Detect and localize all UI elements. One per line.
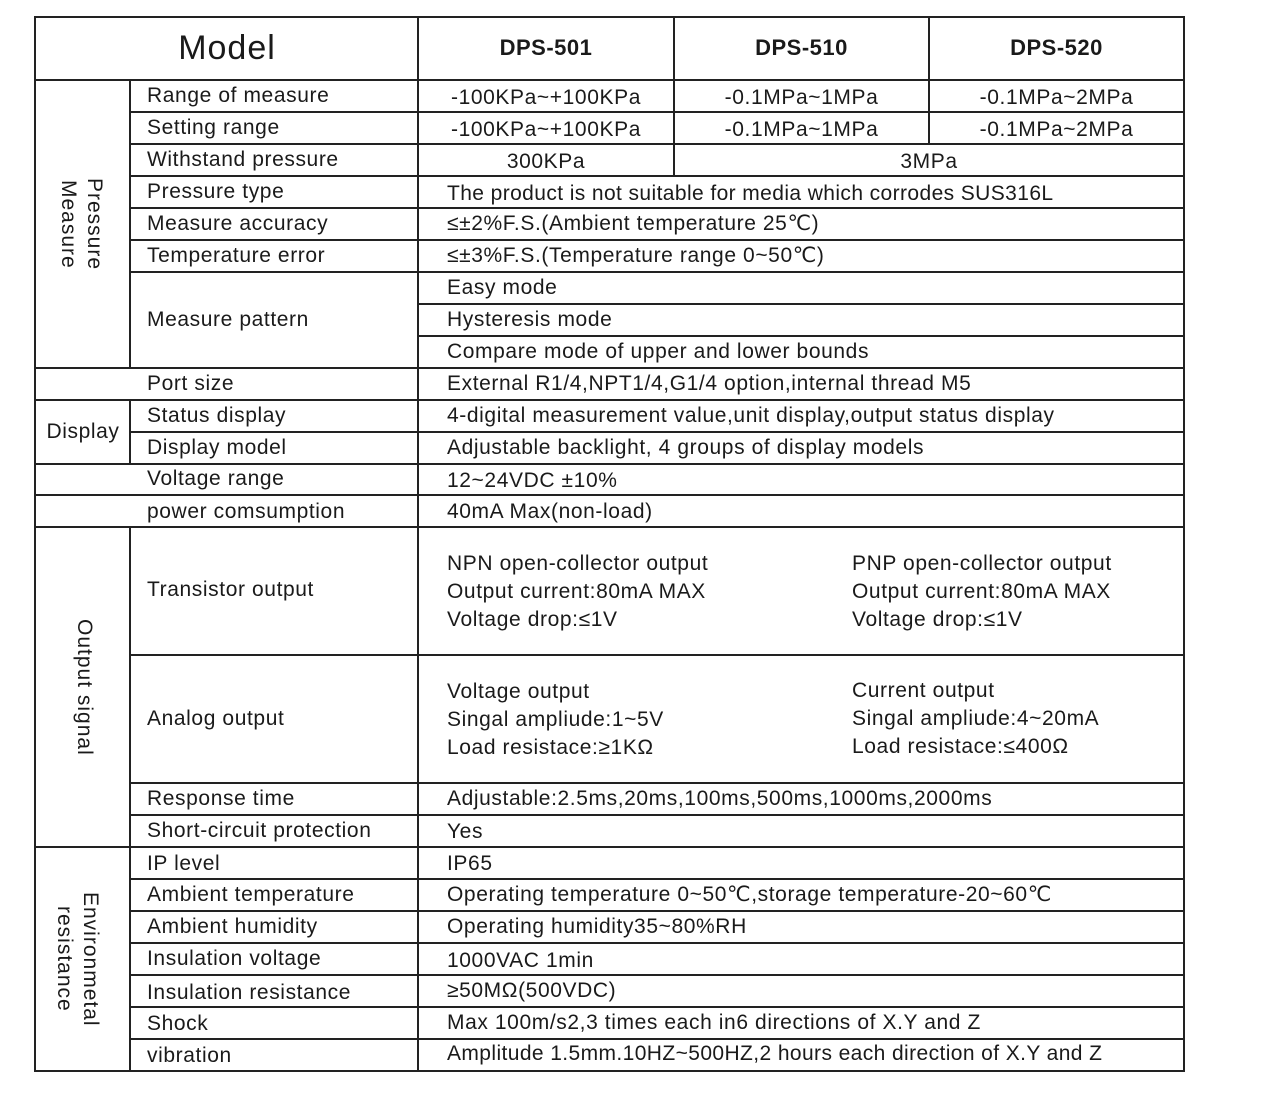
value-range-dps-501: -100KPa~+100KPa — [451, 86, 641, 109]
model-dps-501: DPS-501 — [499, 35, 593, 60]
value-range-dps-520: -0.1MPa~2MPa — [979, 86, 1134, 109]
model-dps-520: DPS-520 — [1010, 35, 1103, 60]
label-status-display: Status display — [147, 404, 287, 427]
label-pressure-type: Pressure type — [147, 180, 285, 203]
value-insulation-resistance: ≥50MΩ(500VDC) — [447, 979, 617, 1002]
value-range-dps-510: -0.1MPa~1MPa — [724, 86, 879, 109]
label-display-model: Display model — [147, 436, 287, 459]
label-response-time: Response time — [147, 787, 295, 810]
value-ambient-temperature: Operating temperature 0~50℃,storage temperature-20~60℃ — [447, 883, 1052, 906]
value-withstand-dps-501: 300KPa — [506, 150, 586, 173]
value-insulation-voltage: 1000VAC 1min — [447, 949, 594, 972]
value-withstand-dps-510-520: 3MPa — [900, 150, 958, 173]
label-vibration: vibration — [147, 1044, 232, 1067]
value-display-model: Adjustable backlight, 4 groups of display models — [447, 436, 925, 459]
value-response-time: Adjustable:2.5ms,20ms,100ms,500ms,1000ms,2000ms — [447, 787, 993, 810]
label-measure-accuracy: Measure accuracy — [147, 212, 329, 235]
value-setting-dps-510: -0.1MPa~1MPa — [724, 118, 879, 141]
value-temperature-error: ≤±3%F.S.(Temperature range 0~50℃) — [447, 244, 825, 267]
value-pattern-compare: Compare mode of upper and lower bounds — [447, 340, 870, 363]
label-analog-output: Analog output — [147, 707, 285, 730]
label-range-of-measure: Range of measure — [147, 84, 330, 107]
label-ambient-temperature: Ambient temperature — [147, 883, 355, 906]
label-ip-level: IP level — [147, 852, 221, 875]
label-port-size: Port size — [147, 372, 235, 395]
value-ip-level: IP65 — [447, 852, 493, 875]
value-power-consumption: 40mA Max(non-load) — [447, 500, 653, 523]
label-power-consumption: power comsumption — [147, 500, 346, 523]
label-ambient-humidity: Ambient humidity — [147, 915, 318, 938]
label-short-circuit-protection: Short-circuit protection — [147, 819, 372, 842]
value-pattern-hysteresis: Hysteresis mode — [447, 308, 613, 331]
value-shock: Max 100m/s2,3 times each in6 directions of X.Y and Z — [447, 1011, 981, 1034]
group-environmental-resistance: Environmetal resistance — [53, 891, 102, 1027]
value-vibration: Amplitude 1.5mm.10HZ~500HZ,2 hours each direction of X.Y and Z — [447, 1042, 1103, 1065]
model-dps-510: DPS-510 — [755, 35, 848, 60]
label-shock: Shock — [147, 1012, 209, 1035]
label-voltage-range: Voltage range — [147, 467, 285, 490]
label-transistor-output: Transistor output — [147, 578, 314, 601]
label-withstand-pressure: Withstand pressure — [147, 148, 339, 171]
value-measure-accuracy: ≤±2%F.S.(Ambient temperature 25℃) — [447, 212, 820, 235]
label-insulation-resistance: Insulation resistance — [147, 981, 352, 1004]
value-setting-dps-520: -0.1MPa~2MPa — [979, 118, 1134, 141]
value-analog-voltage: Voltage output Singal ampliude:1~5V Load resistace:≥1KΩ — [447, 680, 664, 759]
group-output-signal: Output signal — [73, 618, 96, 756]
value-status-display: 4-digital measurement value,unit display,output status display — [447, 404, 1055, 427]
value-pattern-easy: Easy mode — [447, 276, 558, 299]
value-setting-dps-501: -100KPa~+100KPa — [451, 118, 641, 141]
value-voltage-range: 12~24VDC ±10% — [447, 469, 618, 492]
label-measure-pattern: Measure pattern — [147, 308, 309, 331]
value-analog-current: Current output Singal ampliude:4~20mA Load resistace:≤400Ω — [852, 679, 1100, 758]
value-ambient-humidity: Operating humidity35~80%RH — [447, 915, 747, 938]
group-pressure-measure: Pressure Measure — [57, 177, 106, 271]
model-header: Model — [178, 29, 276, 67]
label-setting-range: Setting range — [147, 116, 280, 139]
value-short-circuit-protection: Yes — [447, 820, 484, 843]
label-insulation-voltage: Insulation voltage — [147, 947, 322, 970]
group-display: Display — [46, 420, 120, 443]
value-transistor-npn: NPN open-collector output Output current:80mA MAX Voltage drop:≤1V — [447, 552, 709, 631]
value-port-size: External R1/4,NPT1/4,G1/4 option,internal thread M5 — [447, 372, 972, 395]
label-temperature-error: Temperature error — [147, 244, 326, 267]
value-pressure-type: The product is not suitable for media which corrodes SUS316L — [447, 182, 1054, 205]
value-transistor-pnp: PNP open-collector output Output current:80mA MAX Voltage drop:≤1V — [852, 552, 1112, 631]
